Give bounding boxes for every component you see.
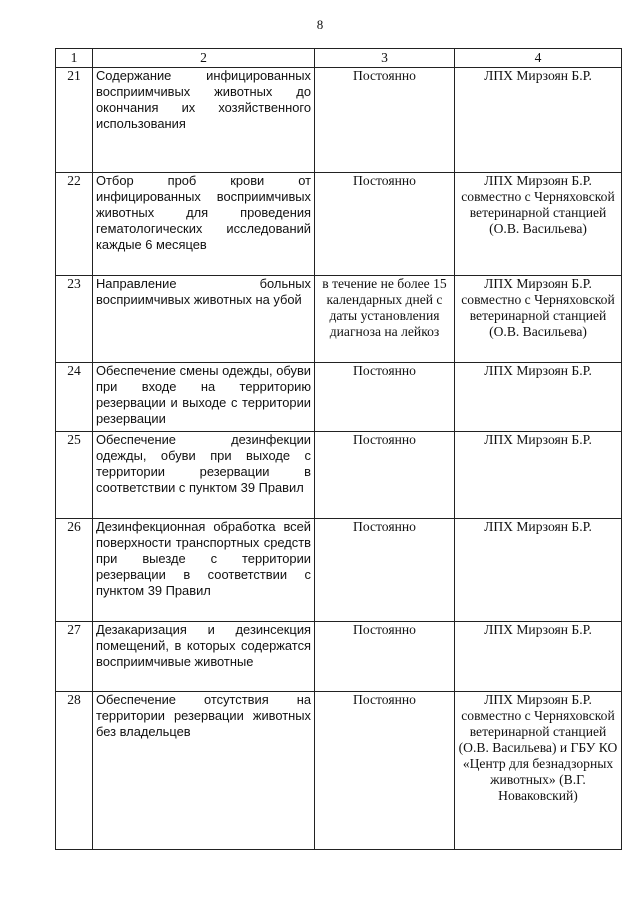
term-cell: Постоянно — [315, 692, 455, 850]
measure-text: Обеспечение отсутствия на территории резервации животных без владельцев — [96, 692, 311, 739]
row-number: 25 — [56, 432, 93, 519]
row-number: 21 — [56, 68, 93, 173]
measures-table — [55, 48, 622, 850]
measure-cell — [93, 692, 315, 850]
measure-cell — [93, 173, 315, 276]
row-number: 23 — [56, 276, 93, 363]
measure-cell — [93, 622, 315, 692]
responsible-cell: ЛПХ Мирзоян Б.Р. — [455, 363, 622, 432]
measure-text: Содержание инфицированных восприимчивых животных до окончания их хозяйственного использования — [96, 68, 311, 131]
responsible-cell: ЛПХ Мирзоян Б.Р. — [455, 68, 622, 173]
term-cell: Постоянно — [315, 363, 455, 432]
measure-text: Обеспечение дезинфекции одежды, обуви при выходе с территории резервации в соответствии с пунктом 39 Правил — [96, 432, 311, 495]
measure-text: Направление больных восприимчивых животных на убой — [96, 276, 311, 307]
term-cell: в течение не более 15 календарных дней с даты установления диагноза на лейкоз — [315, 276, 455, 363]
measure-text: Дезинфекционная обработка всей поверхности транспортных средств при выезде с территории резервации в соответствии с пунктом 39 Правил — [96, 519, 311, 598]
responsible-cell: ЛПХ Мирзоян Б.Р. — [455, 432, 622, 519]
term-cell: Постоянно — [315, 68, 455, 173]
term-cell: Постоянно — [315, 173, 455, 276]
measure-cell — [93, 276, 315, 363]
column-header-3: 3 — [315, 49, 455, 68]
row-number: 24 — [56, 363, 93, 432]
measure-cell — [93, 432, 315, 519]
table-row — [56, 363, 622, 432]
row-number: 27 — [56, 622, 93, 692]
term-cell: Постоянно — [315, 519, 455, 622]
term-cell: Постоянно — [315, 432, 455, 519]
responsible-cell: ЛПХ Мирзоян Б.Р. — [455, 519, 622, 622]
row-number: 26 — [56, 519, 93, 622]
measure-cell — [93, 519, 315, 622]
table-row — [56, 432, 622, 519]
table-header-row — [56, 49, 622, 68]
measure-text: Дезакаризация и дезинсекция помещений, в которых содержатся восприимчивые животные — [96, 622, 311, 669]
page-number: 8 — [316, 17, 324, 32]
responsible-cell: ЛПХ Мирзоян Б.Р. совместно с Черняховской ветеринарной станцией (О.В. Васильева) и ГБУ КО «Центр для безнадзорных животных» (В.Г. Новаковский) — [455, 692, 622, 850]
table-row — [56, 68, 622, 173]
measure-cell — [93, 68, 315, 173]
column-header-2: 2 — [93, 49, 315, 68]
responsible-cell: ЛПХ Мирзоян Б.Р. — [455, 622, 622, 692]
measure-text: Отбор проб крови от инфицированных восприимчивых животных для проведения гематологических исследований каждые 6 месяцев — [96, 173, 311, 252]
responsible-cell: ЛПХ Мирзоян Б.Р. совместно с Черняховской ветеринарной станцией (О.В. Васильева) — [455, 276, 622, 363]
row-number: 28 — [56, 692, 93, 850]
table-row — [56, 173, 622, 276]
table-row — [56, 276, 622, 363]
table-row — [56, 622, 622, 692]
column-header-4: 4 — [455, 49, 622, 68]
measure-cell — [93, 363, 315, 432]
measure-text: Обеспечение смены одежды, обуви при входе на территорию резервации и выходе с территории резервации — [96, 363, 311, 426]
responsible-cell: ЛПХ Мирзоян Б.Р. совместно с Черняховской ветеринарной станцией (О.В. Васильева) — [455, 173, 622, 276]
table-row — [56, 692, 622, 850]
row-number: 22 — [56, 173, 93, 276]
term-cell: Постоянно — [315, 622, 455, 692]
column-header-1: 1 — [56, 49, 93, 68]
table-row — [56, 519, 622, 622]
